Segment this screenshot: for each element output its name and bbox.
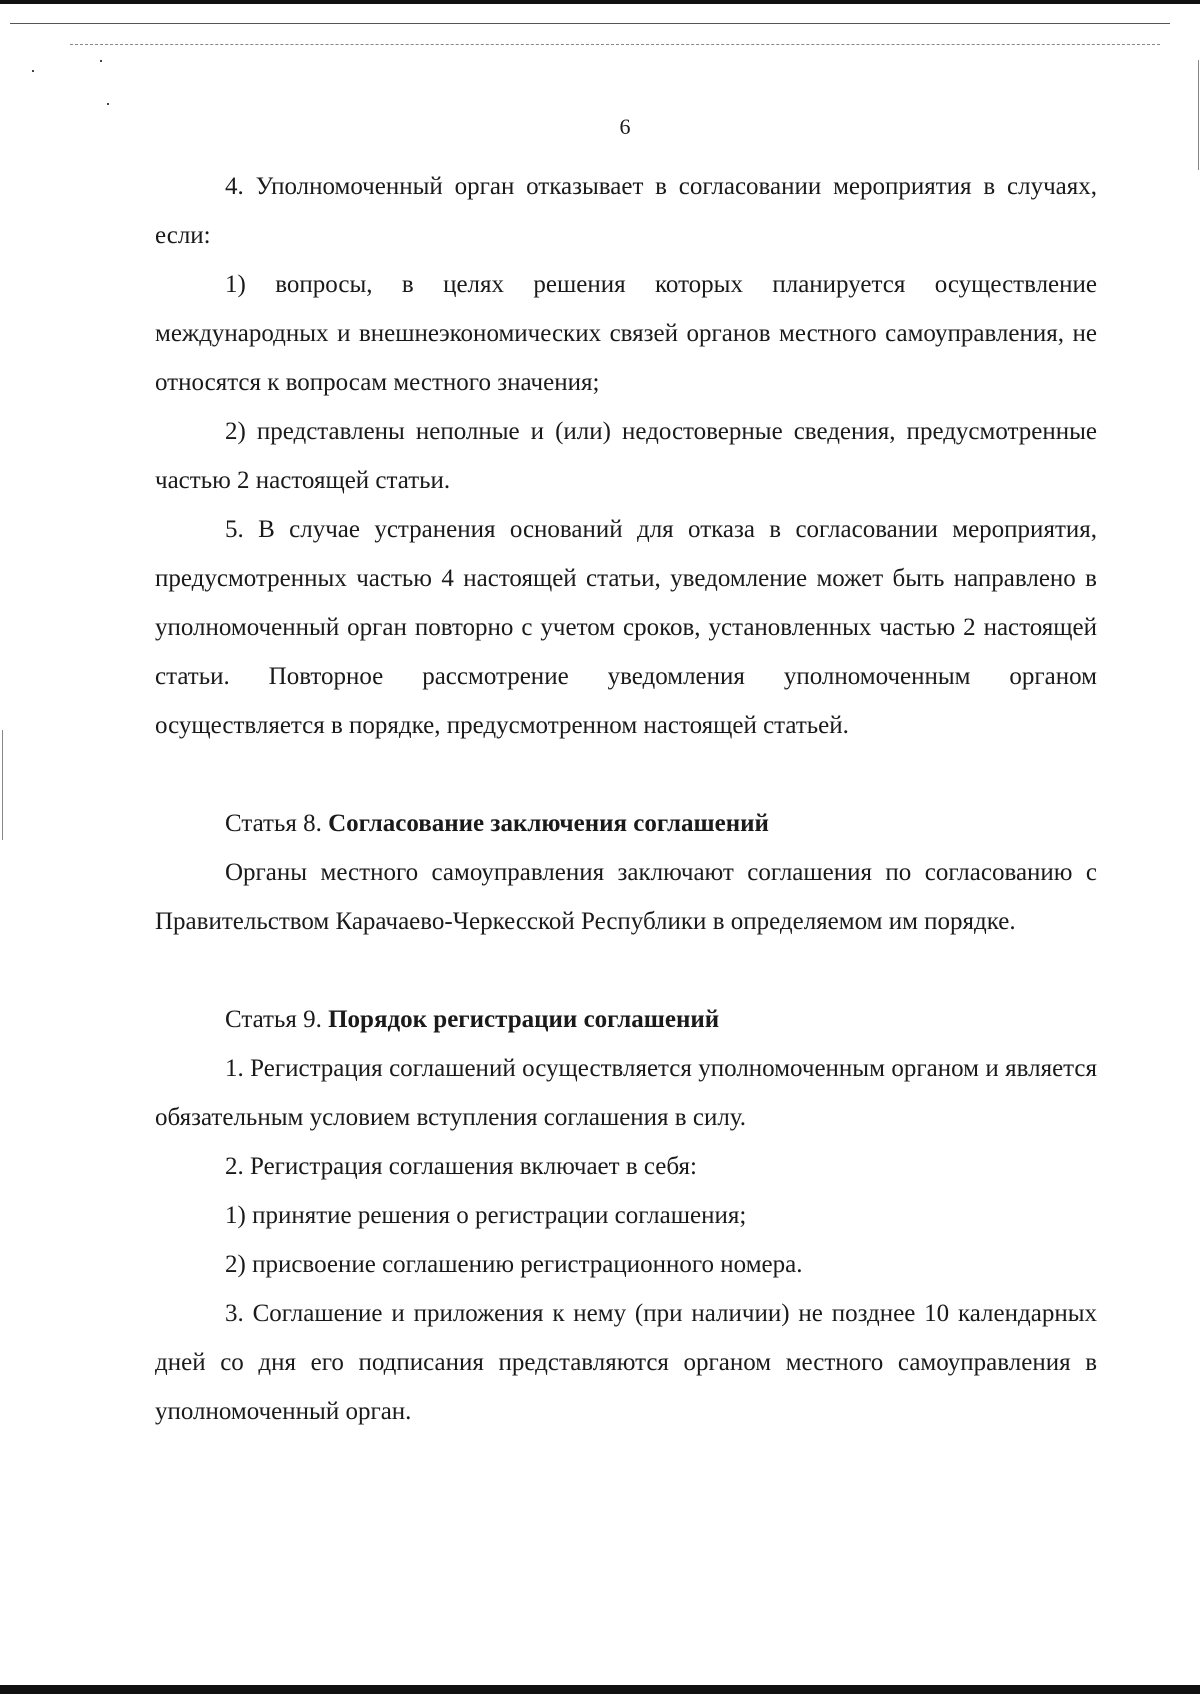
document-body	[155, 162, 1097, 1436]
paragraph: 3. Соглашение и приложения к нему (при наличии) не позднее 10 календарных дней со дня его подписания представляются органом местного самоуправления в уполномоченный орган.	[155, 1300, 1097, 1425]
article-8-number: Статья 8.	[225, 810, 329, 837]
article-9-title: Порядок регистрации соглашений	[328, 1006, 720, 1033]
paragraph: 2) представлены неполные и (или) недостоверные сведения, предусмотренные частью 2 настоящей статьи.	[155, 418, 1097, 494]
article-9-number: Статья 9.	[225, 1006, 329, 1033]
scan-speck	[107, 103, 109, 105]
paragraph: 2) присвоение соглашению регистрационного номера.	[225, 1251, 803, 1278]
paragraph: 4. Уполномоченный орган отказывает в согласовании мероприятия в случаях, если:	[155, 173, 1097, 249]
paragraph: 2. Регистрация соглашения включает в себя:	[225, 1153, 697, 1180]
article-8-title: Согласование заключения соглашений	[328, 810, 769, 837]
article-8-heading	[155, 799, 1097, 848]
paragraph: 1) принятие решения о регистрации соглашения;	[225, 1202, 747, 1229]
paragraph: 5. В случае устранения оснований для отказа в согласовании мероприятия, предусмотренных частью 4 настоящей статьи, уведомление может быть направлено в уполномоченный орган повторно с учетом сроков, установленных частью 2 настоящей статьи. Повторное рассмотрение уведомления уполномоченным органом осуществляется в порядке, предусмотренном настоящей статьей.	[155, 516, 1097, 739]
scan-line-top	[10, 23, 1170, 24]
scan-artifact-line	[70, 44, 1160, 45]
paragraph: Органы местного самоуправления заключают соглашения по согласованию с Правительством Карачаево-Черкесской Республики в определяемом им порядке.	[155, 859, 1097, 935]
scan-speck	[100, 60, 102, 62]
spacer	[155, 946, 1097, 995]
spacer	[155, 750, 1097, 799]
scan-speck	[32, 70, 34, 72]
article-9-heading	[155, 995, 1097, 1044]
paragraph: 1) вопросы, в целях решения которых планируется осуществление международных и внешнеэкономических связей органов местного самоуправления, не относятся к вопросам местного значения;	[155, 271, 1097, 396]
paragraph: 1. Регистрация соглашений осуществляется уполномоченным органом и является обязательным условием вступления соглашения в силу.	[155, 1055, 1097, 1131]
scan-border-top	[0, 0, 1200, 4]
scan-edge-left	[2, 730, 3, 840]
page-number: 6	[619, 114, 631, 139]
scan-border-bottom	[0, 1685, 1200, 1694]
